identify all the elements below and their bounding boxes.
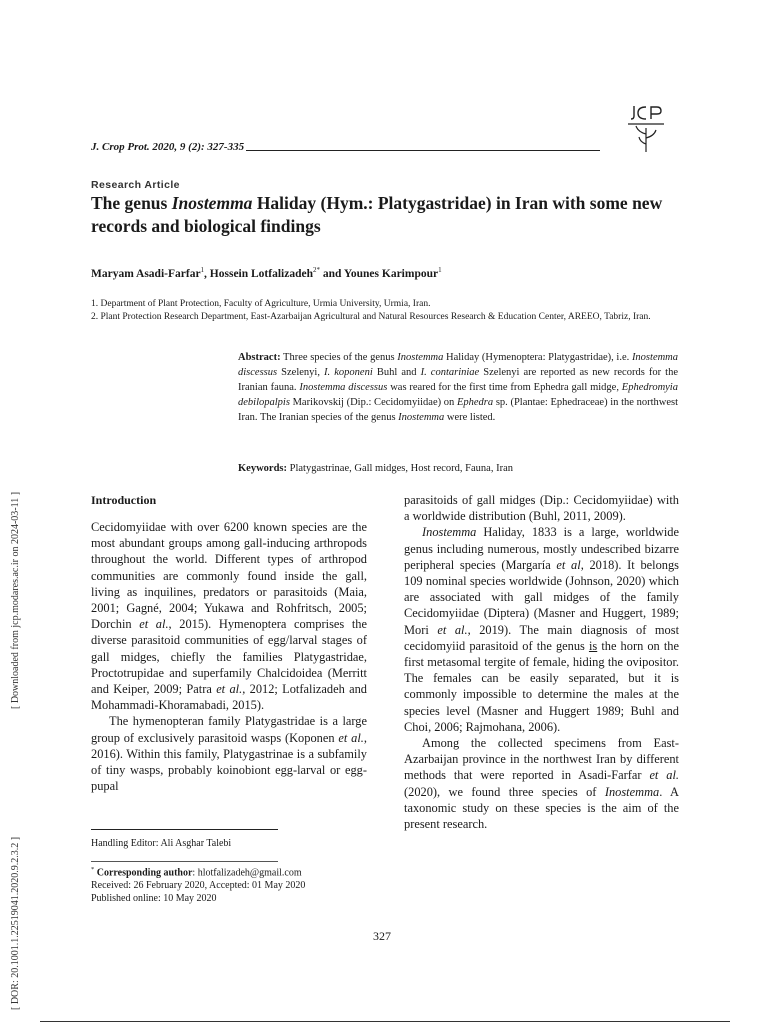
body-text: , 2016). Within this family, Platygastrinae is a subfamily of tiny wasps, probably koinobiont egg-larval or egg-pupal [91, 730, 367, 794]
body-text: Cecidomyiidae with over 6200 known species are the most abundant groups among gall-inducing arthropods throughout the world. Different types of arthropod communities are commonly found inside the gall, living as inquilines, predators or parasitoids (Maia, 2001; Gagné, 2004; Yukawa and Rohfritsch, 2005; Dorchin [91, 520, 367, 632]
bottom-rule [40, 1021, 730, 1022]
abstract-text: Buhl and [372, 367, 421, 378]
body-italic: et al [556, 557, 581, 572]
corresponding-label: Corresponding author [94, 867, 193, 879]
author-name: Hossein Lotfalizadeh [209, 267, 313, 280]
body-italic: et al. [139, 617, 169, 632]
abstract-italic: Inostemma discessus [299, 382, 388, 393]
corresponding-email: : hlotfalizadeh@gmail.com [192, 867, 302, 879]
body-text: , 2019). The main diagnosis of most cecidomyiid parasitoid of the genus [404, 622, 680, 653]
footnote-divider [91, 861, 278, 862]
author-name: Maryam Asadi-Farfar [91, 267, 201, 280]
body-italic: Inostemma [604, 784, 660, 799]
abstract-italic: Inostemma [398, 412, 445, 423]
affiliation: 2. Plant Protection Research Department, East-Azarbaijan Agricultural and Natural Resources Research & Education Center, AREEO, Tabriz, Iran. [91, 312, 651, 322]
body-text: . A taxonomic study on these species is the aim of the present research. [404, 784, 679, 832]
body-text: , 2012; Lotfalizadeh and Mohammadi-Khoramabadi, 2015). [91, 682, 367, 713]
body-text: , 2018). It belongs 109 nominal species worldwide (Johnson, 2020) which are associated with gall midges of the family Cecidomyiidae (Diptera) (Masner and Huggert, 1989; Mori [404, 557, 679, 637]
abstract-italic: I. contariniae [420, 367, 480, 378]
abstract-italic: Inostemma discessus [238, 352, 679, 378]
body-italic: et al. [649, 768, 679, 783]
handling-editor: Handling Editor: Ali Asghar Talebi [91, 838, 232, 849]
body-text: the horn on the first metasomal tergite of female, hiding the ovipositor. The females can be easily separated, but it is commonly impossible to determine the males at the species level (Masner and Huggert 1989; Buhl and Choi, 2006; Rajmohana, 2006). [404, 638, 679, 734]
abstract-italic: Ephedra [456, 397, 494, 408]
paragraph [91, 519, 367, 713]
abstract-text: Szelenyi, [277, 367, 325, 378]
abstract-italic: Inostemma [397, 352, 444, 363]
footnotes [91, 863, 305, 905]
body-italic: et al. [437, 622, 468, 637]
received-dates: Received: 26 February 2020, Accepted: 01 May 2020 [91, 880, 306, 892]
title-part: The genus [91, 193, 172, 213]
author-separator: , [204, 267, 210, 280]
author-affil-mark: 1 [438, 266, 442, 274]
abstract-italic: Ephedromyia debilopalpis [238, 382, 678, 408]
published-date: Published online: 10 May 2020 [91, 893, 217, 905]
body-underline: is [588, 638, 598, 653]
dor-stamp: [ DOR: 20.1001.1.22519041.2020.9.2.3.2 ] [10, 836, 21, 1010]
journal-citation-text: J. Crop Prot. 2020, 9 (2): 327-335 [91, 141, 245, 153]
body-italic: et al. [338, 730, 364, 745]
abstract-text: Haliday (Hymenoptera: Platygastridae), i.e. [443, 352, 632, 363]
paragraph [404, 735, 679, 832]
body-text: (2020), we found three species of [404, 784, 605, 799]
body-italic: et al. [216, 682, 243, 697]
download-stamp: [ Downloaded from jcp.modares.ac.ir on 2024-03-11 ] [10, 491, 21, 709]
body-text: , 2015). Hymenoptera comprises the diverse parasitoid communities of egg/larval stages of gall midges, chiefly the families Platygastridae, Proctotrupidae and superfamily Chalcidoidea (Merritt and Keiper, 2009; Patra [91, 617, 367, 697]
abstract [238, 350, 678, 425]
page-number: 327 [373, 929, 391, 943]
abstract-text: Szelenyi are reported as new records for the Iranian fauna. [238, 367, 679, 393]
abstract-text: sp. (Plantae: Ephedraceae) in the northwest Iran. The Iranian species of the genus [238, 397, 679, 423]
section-heading-introduction: Introduction [91, 493, 157, 507]
paragraph: parasitoids of gall midges (Dip.: Cecidomyiidae) with a worldwide distribution (Buhl, 2011, 2009). [404, 493, 679, 524]
affiliation: 1. Department of Plant Protection, Faculty of Agriculture, Urmia University, Urmia, Iran. [91, 299, 431, 309]
keywords-label: Keywords: [238, 463, 287, 474]
footnote-divider [91, 829, 278, 830]
keywords [238, 463, 678, 474]
author-affil-mark: 1 [200, 266, 205, 274]
abstract-text: were listed. [444, 412, 496, 423]
body-text: Among the collected specimens from East-Azarbaijan province in the northwest Iran by different methods that were reported in Asadi-Farfar [404, 736, 679, 783]
left-column [91, 519, 367, 794]
abstract-text: Marikovskij (Dip.: Cecidomyiidae) on [289, 397, 457, 408]
author-affil-mark: 2* [312, 266, 320, 274]
abstract-italic: I. koponeni [324, 367, 373, 378]
header-rule [246, 150, 600, 151]
footnote-mark: * [91, 866, 95, 873]
jcp-logo [624, 104, 668, 154]
corresponding-author [91, 863, 305, 879]
title-part: Haliday (Hym.: Platygastridae) in Iran with some new records and biological findings [91, 193, 663, 236]
author-name: Younes Karimpour [343, 267, 439, 280]
affiliations [91, 298, 687, 324]
keywords-text: Platygastrinae, Gall midges, Host record, Fauna, Iran [287, 463, 513, 474]
abstract-text: Three species of the genus [280, 352, 398, 363]
article-type: Research Article [91, 179, 180, 191]
title-genus: Inostemma [171, 193, 253, 213]
journal-citation [91, 141, 600, 153]
abstract-text: was reared for the first time from Ephedra gall midge, [387, 382, 622, 393]
body-text: The hymenopteran family Platygastridae is a large group of exclusively parasitoid wasps (Koponen [91, 714, 367, 745]
paragraph [91, 713, 367, 794]
right-column [404, 492, 679, 832]
author-separator: and [319, 267, 344, 280]
article-title [91, 192, 691, 238]
body-text: Haliday, 1833 is a large, worldwide genus including numerous, mostly undescribed bizarre peripheral species (Margaría [404, 525, 679, 572]
paragraph [404, 524, 679, 735]
abstract-label: Abstract: [238, 352, 281, 363]
author-list [91, 266, 442, 280]
body-italic: Inostemma [422, 525, 477, 540]
